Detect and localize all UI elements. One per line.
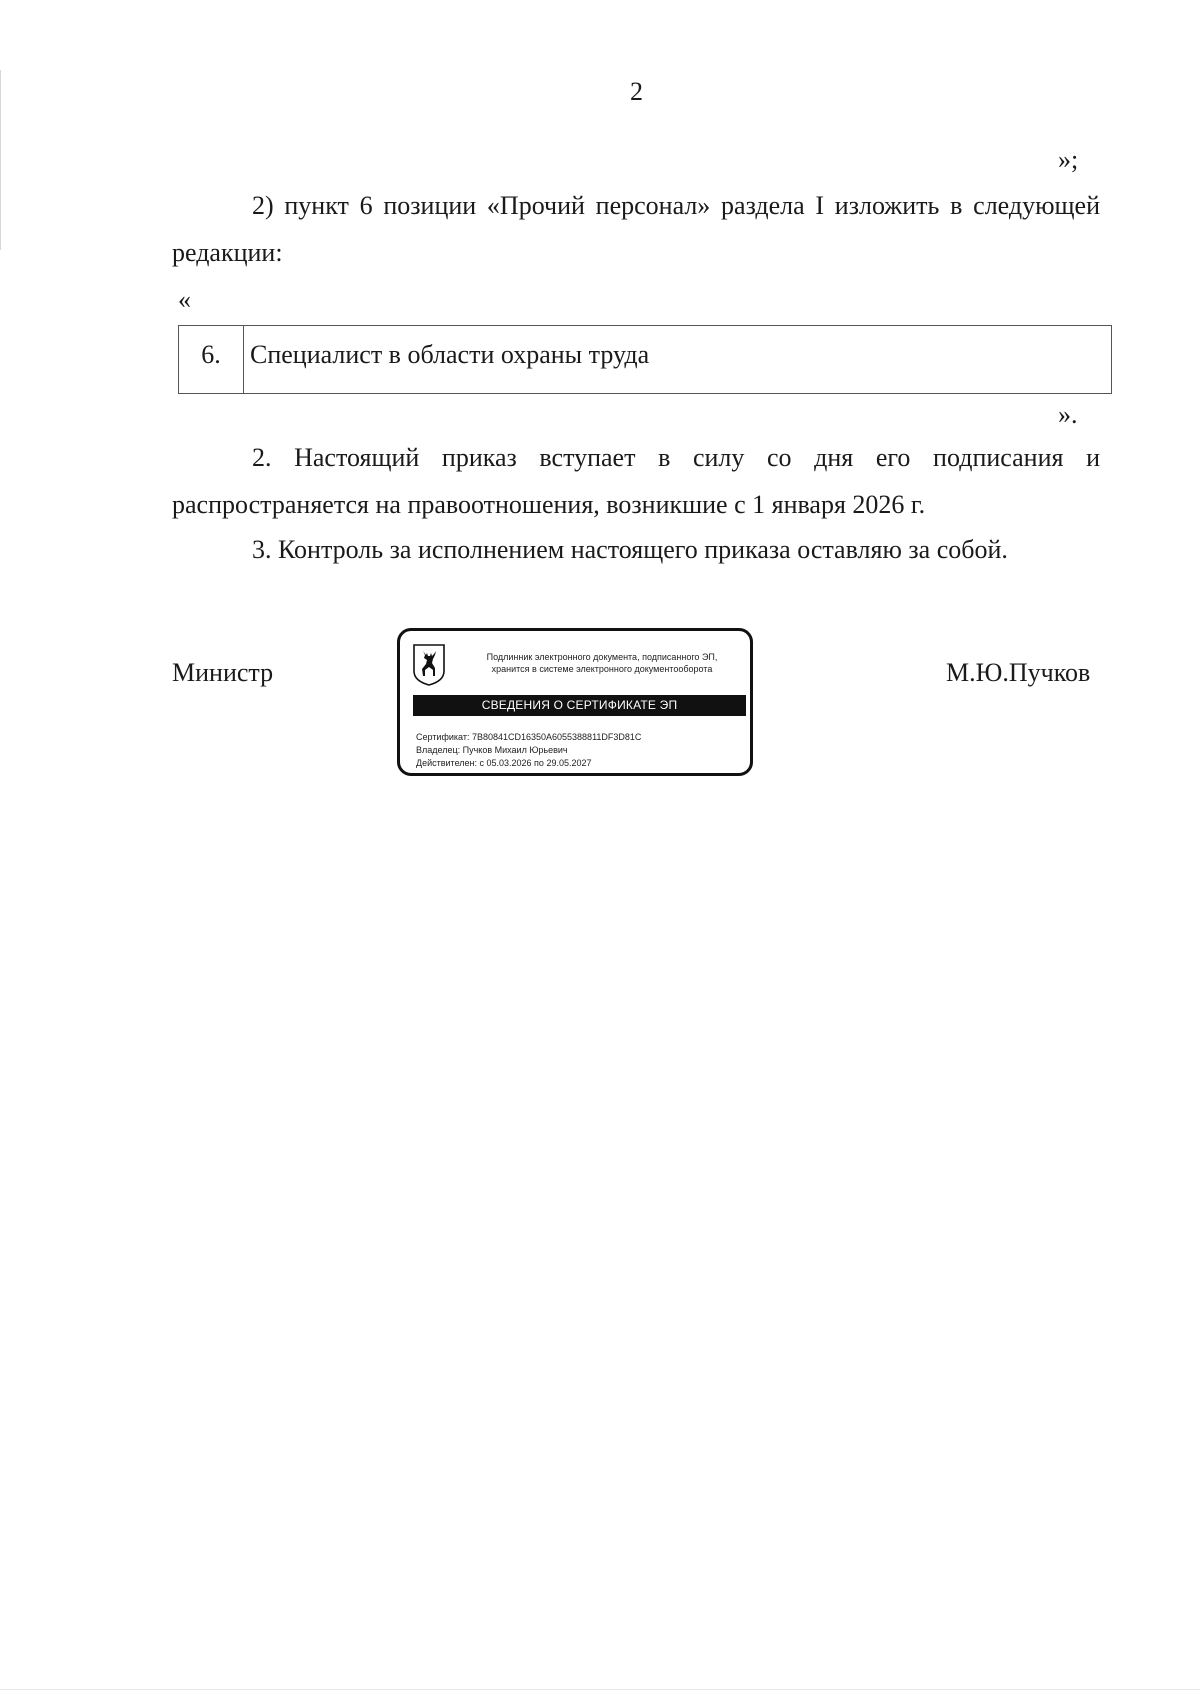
stamp-header xyxy=(456,651,748,675)
stamp-owner: Владелец: Пучков Михаил Юрьевич xyxy=(416,745,568,755)
closing-quote-semicolon: »; xyxy=(1058,145,1079,174)
stamp-certificate: Сертификат: 7B80841CD16350A6055388811DF3D81C xyxy=(416,732,642,742)
paragraph-3: 3. Контроль за исполнением настоящего приказа оставляю за собой. xyxy=(252,535,1008,564)
scan-edge-bottom xyxy=(0,1689,1200,1690)
inserted-position-table xyxy=(178,325,1112,394)
stamp-header-line-1: Подлинник электронного документа, подписанного ЭП, xyxy=(486,652,718,662)
paragraph-1-line-2: редакции: xyxy=(172,238,283,267)
page-number: 2 xyxy=(630,77,643,106)
scan-edge-left xyxy=(0,70,1,250)
paragraph-2-line-2: распространяется на правоотношения, возникшие с 1 января 2026 г. xyxy=(172,490,926,519)
signer-name: М.Ю.Пучков xyxy=(946,658,1091,687)
paragraph-2-line-1: 2. Настоящий приказ вступает в силу со дня его подписания и xyxy=(252,443,1100,472)
position-title-cell: Специалист в области охраны труда xyxy=(244,326,1112,394)
signer-title: Министр xyxy=(172,658,274,687)
table-row xyxy=(179,326,1112,394)
closing-quote-period: ». xyxy=(1058,400,1078,429)
stamp-validity: Действителен: с 05.03.2026 по 29.05.2027 xyxy=(416,758,592,768)
deer-coat-of-arms-icon xyxy=(412,643,446,687)
position-number-cell: 6. xyxy=(179,326,244,394)
opening-quote: « xyxy=(178,285,191,314)
electronic-signature-stamp xyxy=(397,628,753,776)
stamp-details xyxy=(416,731,641,770)
stamp-header-line-2: хранится в системе электронного документооборота xyxy=(491,664,713,674)
stamp-banner: СВЕДЕНИЯ О СЕРТИФИКАТЕ ЭП xyxy=(413,695,746,716)
paragraph-1-line-1: 2) пункт 6 позиции «Прочий персонал» раздела I изложить в следующей xyxy=(252,191,1100,220)
